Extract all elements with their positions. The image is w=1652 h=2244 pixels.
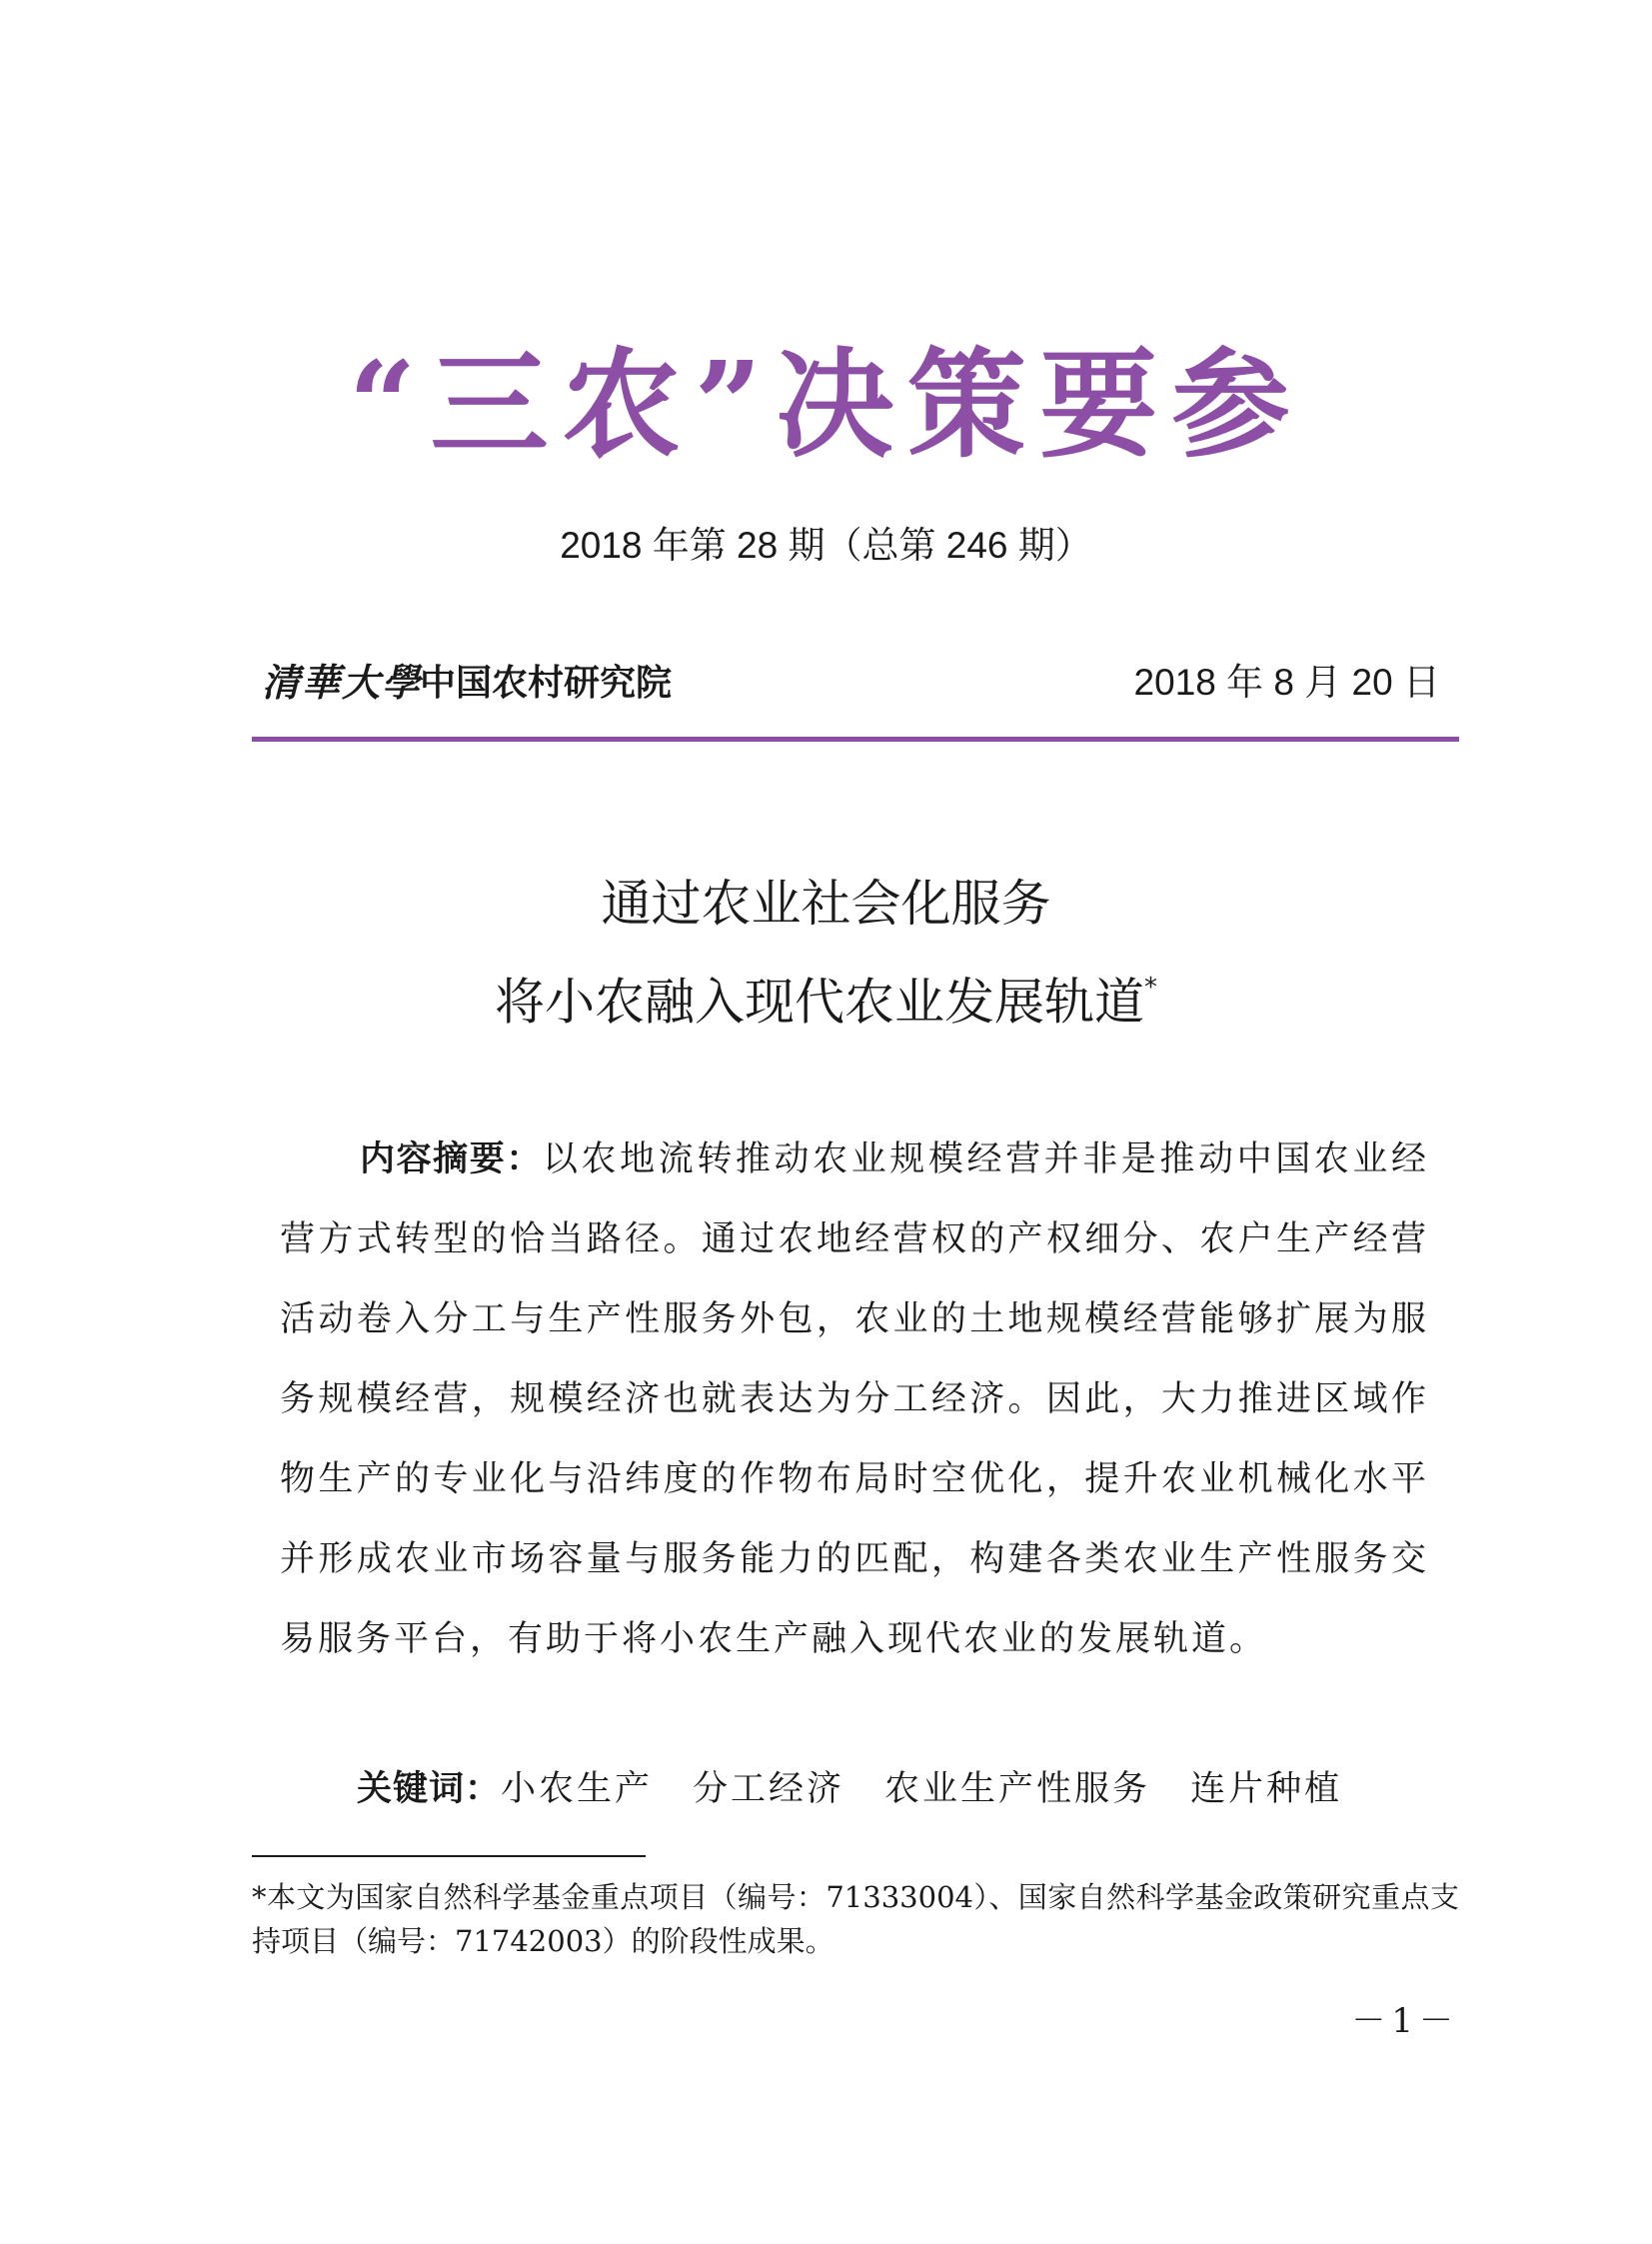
publication-date: 2018 年 8 月 20 日 <box>1133 662 1440 703</box>
article-title-line-1: 通过农业社会化服务 <box>601 875 1051 933</box>
page-number: －1－ <box>1351 2001 1459 2041</box>
abstract-paragraph <box>280 1120 1429 1679</box>
institute-name: 中国农村研究院 <box>420 662 673 704</box>
abstract-label: 内容摘要： <box>360 1139 543 1179</box>
footnote-divider <box>252 1855 646 1857</box>
issue-number: 2018 年第 28 期（总第 246 期） <box>560 525 1092 566</box>
article-title-line-2-text: 将小农融入现代农业发展轨道 <box>495 973 1144 1032</box>
keyword-item: 农业生产性服务 <box>884 1769 1151 1809</box>
header-divider <box>252 737 1459 742</box>
university-logo-text: 清華大學 <box>262 660 423 705</box>
keywords <box>357 1759 1342 1819</box>
abstract <box>280 1120 1429 1679</box>
keyword-item: 连片种植 <box>1190 1769 1343 1809</box>
article-title-line-2 <box>0 962 1652 1035</box>
footnote: *本文为国家自然科学基金重点项目（编号：71333004）、国家自然科学基金政策研究重点支持项目（编号：71742003）的阶段性成果。 <box>252 1880 1459 1958</box>
keywords-label: 关键词： <box>357 1769 502 1809</box>
keyword-item: 小农生产 <box>501 1769 654 1809</box>
abstract-text: 以农地流转推动农业规模经营并非是推动中国农业经营方式转型的恰当路径。通过农地经营权的产权细分、农户生产经营活动卷入分工与生产性服务外包，农业的土地规模经营能够扩展为服务规模经营，规模经济也就表达为分工经济。因此，大力推进区域作物生产的专业化与沿纬度的作物布局时空优化，提升农业机械化水平并形成农业市场容量与服务能力的匹配，构建各类农业生产性服务交易服务平台，有助于将小农生产融入现代农业的发展轨道。 <box>280 1139 1429 1659</box>
keyword-item: 分工经济 <box>693 1769 845 1809</box>
title-footnote-mark: * <box>1144 973 1157 1003</box>
masthead-title: “三农”决策要参 <box>348 335 1304 474</box>
